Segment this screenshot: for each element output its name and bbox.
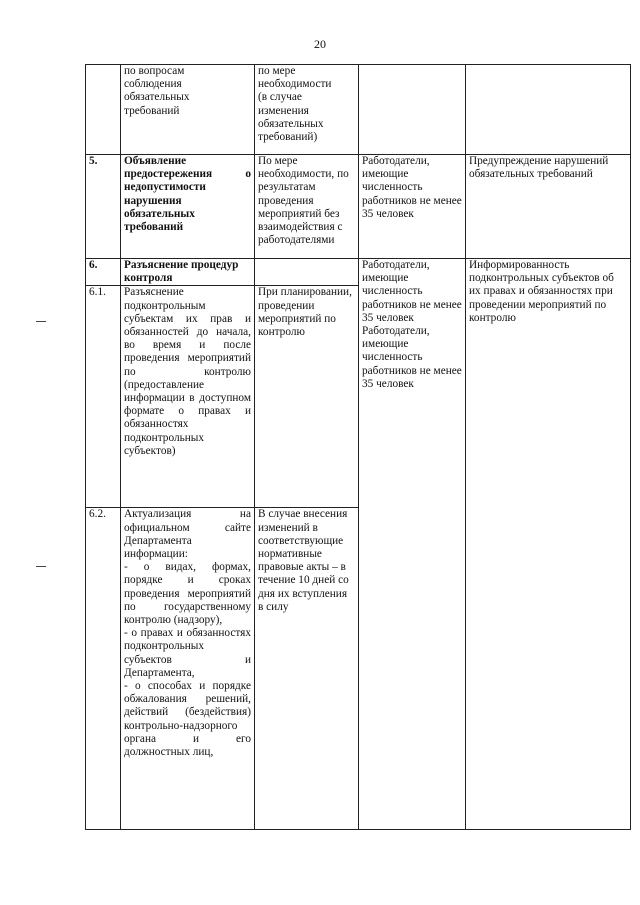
measure-name: Разъяснение процедур контроля bbox=[121, 259, 255, 286]
measure-result: Информированность подконтрольных субъектов об их правах и обязанностях при проведении мероприятий по контролю bbox=[466, 259, 631, 830]
measure-name: Объявление предостережения о недопустимости нарушения обязательных требований bbox=[121, 155, 255, 259]
page-number: 20 bbox=[314, 37, 326, 51]
row-number: 6.2. bbox=[86, 508, 121, 830]
margin-mark bbox=[36, 566, 46, 567]
row-number bbox=[86, 65, 121, 155]
row-number: 6. bbox=[86, 259, 121, 286]
measure-timing: По мере необходимости, по результатам проведения мероприятий без взаимодействия с работодателями bbox=[255, 155, 359, 259]
table-row bbox=[86, 259, 631, 286]
measure-result: Предупреждение нарушений обязательных требований bbox=[466, 155, 631, 259]
measure-subjects bbox=[359, 65, 466, 155]
measures-table bbox=[85, 64, 631, 830]
measure-subjects: Работодатели, имеющие численность работников не менее 35 человек Работодатели, имеющие численность работников не менее 35 человек bbox=[359, 259, 466, 830]
measure-timing bbox=[255, 259, 359, 286]
margin-mark bbox=[36, 321, 46, 322]
table-row bbox=[86, 65, 631, 155]
measure-timing: При планировании, проведении мероприятий по контролю bbox=[255, 286, 359, 508]
measure-name: по вопросам соблюдения обязательных требований bbox=[121, 65, 255, 155]
row-number: 5. bbox=[86, 155, 121, 259]
table-row bbox=[86, 155, 631, 259]
measure-timing: по мере необходимости (в случае изменения обязательных требований) bbox=[255, 65, 359, 155]
measure-subjects: Работодатели, имеющие численность работников не менее 35 человек bbox=[359, 155, 466, 259]
measure-result bbox=[466, 65, 631, 155]
measure-timing: В случае внесения изменений в соответствующие нормативные правовые акты – в течение 10 дней со дня их вступления в силу bbox=[255, 508, 359, 830]
row-number: 6.1. bbox=[86, 286, 121, 508]
measure-name: Разъяснение подконтрольным субъектам их прав и обязанностей до начала, во время и после проведения мероприятий по контролю (предоставление информации в доступном формате о правах и обязанностях подконтрольных субъектов) bbox=[121, 286, 255, 508]
measure-name: Актуализация на официальном сайте Департамента информации: - о видах, формах, порядке и сроках проведения мероприятий по государственному контролю (надзору), - о правах и обязанностях подконтрольных субъектов и Департамента, - о способах и порядке обжалования решений, действий (бездействия) контрольно-надзорного органа и его должностных лиц, bbox=[121, 508, 255, 830]
